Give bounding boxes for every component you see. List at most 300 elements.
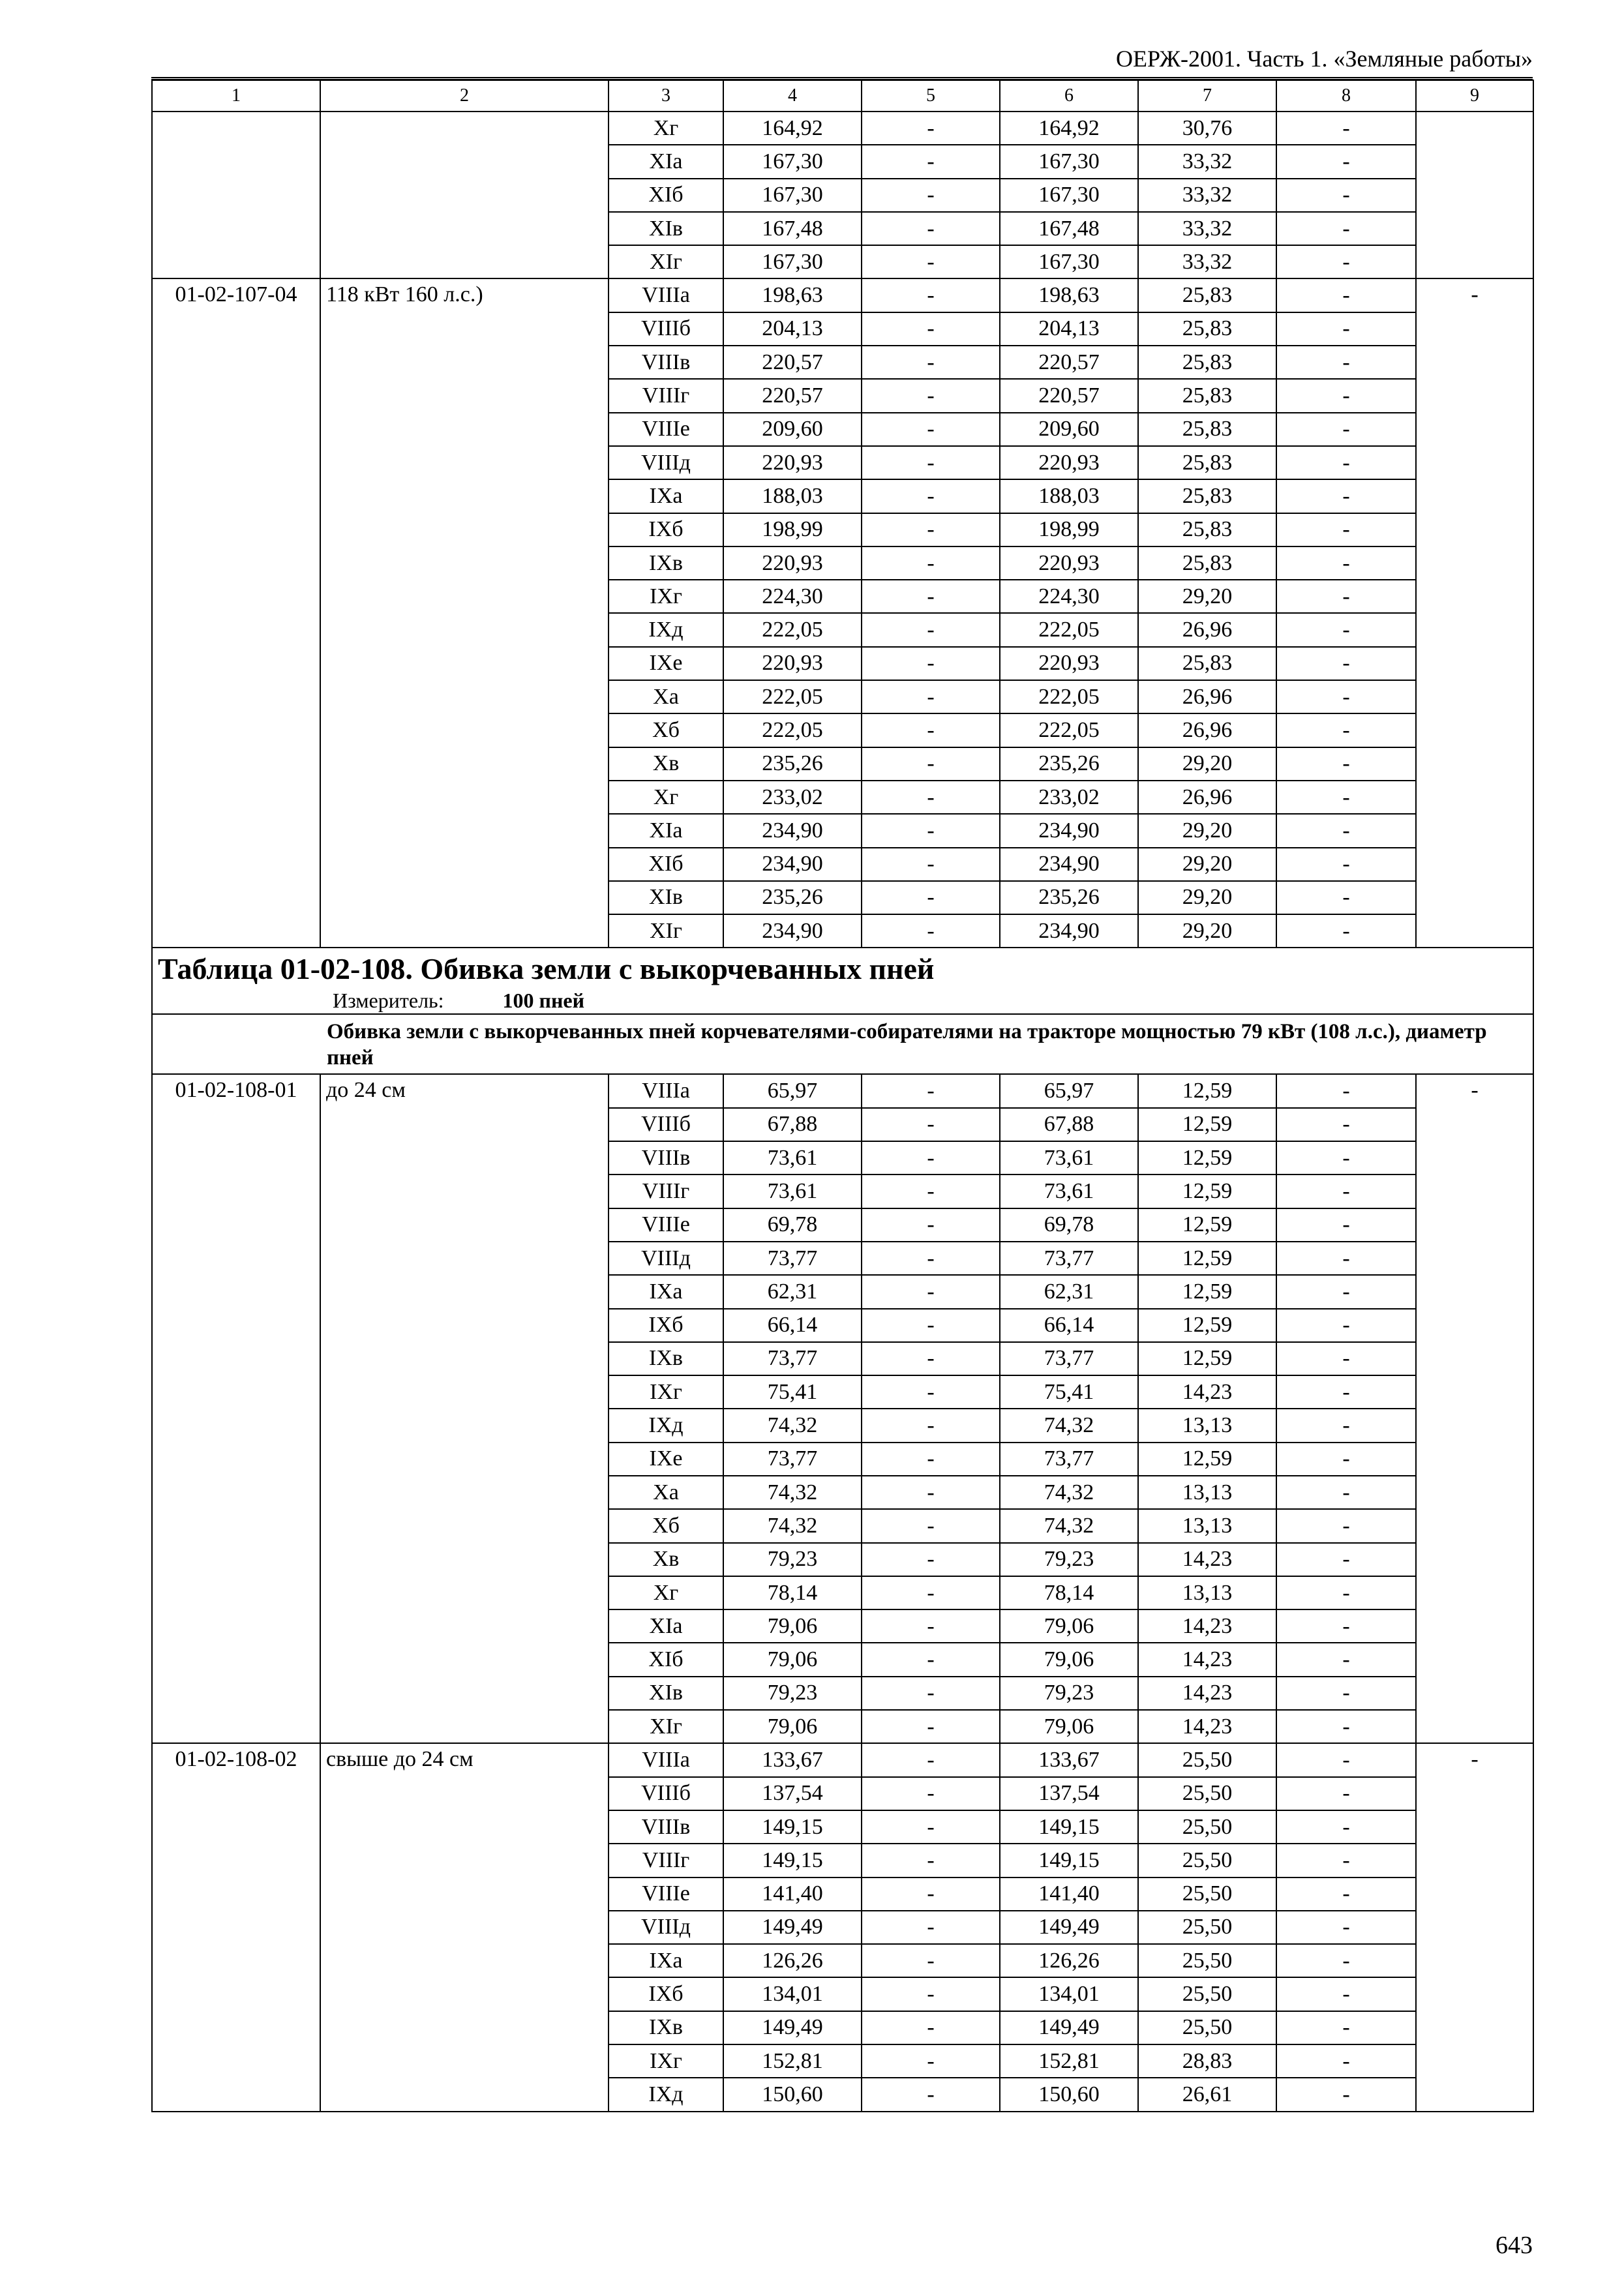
wages-cell: -	[862, 479, 1000, 513]
wages-cell: -	[862, 1911, 1000, 1944]
machinist-wages-cell: 13,13	[1138, 1476, 1276, 1509]
wages-cell: -	[862, 580, 1000, 613]
materials-cell: -	[1276, 1911, 1416, 1944]
machinist-wages-cell: 12,59	[1138, 1309, 1276, 1342]
materials-cell: -	[1276, 1074, 1416, 1107]
rate-code-cell: 01-02-108-02	[152, 1743, 320, 2111]
machine-cost-cell: 69,78	[1000, 1208, 1138, 1242]
work-description-cell: 118 кВт 160 л.с.)	[320, 278, 609, 948]
total-cost-cell: 222,05	[723, 713, 862, 747]
materials-cell: -	[1276, 446, 1416, 479]
materials-cell: -	[1276, 1844, 1416, 1877]
soil-group-cell: VIIIв	[609, 346, 723, 379]
total-cost-cell: 66,14	[723, 1309, 862, 1342]
work-description-cell: свыше до 24 см	[320, 1743, 609, 2111]
total-cost-cell: 152,81	[723, 2044, 862, 2078]
materials-cell: -	[1276, 1543, 1416, 1576]
soil-group-cell: IXг	[609, 1375, 723, 1409]
wages-cell: -	[862, 1074, 1000, 1107]
materials-cell: -	[1276, 814, 1416, 847]
machine-cost-cell: 73,77	[1000, 1443, 1138, 1476]
soil-group-cell: VIIIг	[609, 379, 723, 412]
machine-cost-cell: 235,26	[1000, 881, 1138, 914]
materials-cell: -	[1276, 1777, 1416, 1810]
soil-group-cell: Xв	[609, 747, 723, 781]
wages-cell: -	[862, 245, 1000, 278]
materials-cell: -	[1276, 1443, 1416, 1476]
materials-cell: -	[1276, 212, 1416, 245]
machine-cost-cell: 149,15	[1000, 1844, 1138, 1877]
machinist-wages-cell: 26,96	[1138, 680, 1276, 713]
soil-group-cell: Xг	[609, 112, 723, 145]
machinist-wages-cell: 25,50	[1138, 1944, 1276, 1977]
total-cost-cell: 69,78	[723, 1208, 862, 1242]
total-cost-cell: 62,31	[723, 1275, 862, 1308]
total-cost-cell: 220,93	[723, 446, 862, 479]
soil-group-cell: VIIIд	[609, 446, 723, 479]
machinist-wages-cell: 25,83	[1138, 647, 1276, 680]
machine-cost-cell: 224,30	[1000, 580, 1138, 613]
column-number: 7	[1138, 80, 1276, 112]
machinist-wages-cell: 25,83	[1138, 379, 1276, 412]
column-number: 4	[723, 80, 862, 112]
soil-group-cell: VIIIе	[609, 1878, 723, 1911]
soil-group-cell: VIIIв	[609, 1141, 723, 1174]
total-cost-cell: 150,60	[723, 2078, 862, 2111]
total-cost-cell: 234,90	[723, 814, 862, 847]
total-cost-cell: 149,49	[723, 2011, 862, 2044]
machine-cost-cell: 167,30	[1000, 145, 1138, 178]
soil-group-cell: IXа	[609, 1275, 723, 1308]
table-title-row	[152, 948, 1533, 1014]
materials-cell: -	[1276, 1141, 1416, 1174]
total-cost-cell: 74,32	[723, 1476, 862, 1509]
wages-cell: -	[862, 1743, 1000, 1776]
wages-cell: -	[862, 1208, 1000, 1242]
machine-cost-cell: 149,49	[1000, 1911, 1138, 1944]
machinist-wages-cell: 29,20	[1138, 580, 1276, 613]
machinist-wages-cell: 33,32	[1138, 179, 1276, 212]
materials-cell: -	[1276, 1275, 1416, 1308]
total-cost-cell: 75,41	[723, 1375, 862, 1409]
soil-group-cell: IXб	[609, 1977, 723, 2011]
wages-cell: -	[862, 379, 1000, 412]
machine-cost-cell: 167,48	[1000, 212, 1138, 245]
total-cost-cell: 204,13	[723, 312, 862, 346]
machinist-wages-cell: 25,50	[1138, 2011, 1276, 2044]
total-cost-cell: 73,61	[723, 1141, 862, 1174]
materials-cell: -	[1276, 680, 1416, 713]
meter-value: 100 пней	[502, 989, 585, 1013]
total-cost-cell: 79,23	[723, 1677, 862, 1710]
wages-cell: -	[862, 1375, 1000, 1409]
wages-cell: -	[862, 1174, 1000, 1208]
wages-cell: -	[862, 613, 1000, 646]
wages-cell: -	[862, 278, 1000, 312]
machinist-wages-cell: 14,23	[1138, 1643, 1276, 1676]
machine-cost-cell: 220,57	[1000, 379, 1138, 412]
materials-cell: -	[1276, 1476, 1416, 1509]
machinist-wages-cell: 12,59	[1138, 1141, 1276, 1174]
total-cost-cell: 73,77	[723, 1342, 862, 1375]
soil-group-cell: Xв	[609, 1543, 723, 1576]
soil-group-cell: VIIIд	[609, 1911, 723, 1944]
wages-cell: -	[862, 1141, 1000, 1174]
wages-cell: -	[862, 1275, 1000, 1308]
total-cost-cell: 73,61	[723, 1174, 862, 1208]
materials-cell: -	[1276, 112, 1416, 145]
total-cost-cell: 220,93	[723, 546, 862, 580]
wages-cell: -	[862, 713, 1000, 747]
machine-cost-cell: 78,14	[1000, 1576, 1138, 1609]
total-cost-cell: 188,03	[723, 479, 862, 513]
materials-cell: -	[1276, 1242, 1416, 1275]
materials-cell: -	[1276, 747, 1416, 781]
soil-group-cell: IXд	[609, 613, 723, 646]
materials-cell: -	[1276, 580, 1416, 613]
wages-cell: -	[862, 1677, 1000, 1710]
wages-cell: -	[862, 179, 1000, 212]
wages-cell: -	[862, 446, 1000, 479]
machine-cost-cell: 234,90	[1000, 914, 1138, 948]
column-number: 5	[862, 80, 1000, 112]
machine-cost-cell: 150,60	[1000, 2078, 1138, 2111]
machinist-wages-cell: 12,59	[1138, 1074, 1276, 1107]
wages-cell: -	[862, 1810, 1000, 1844]
materials-cell: -	[1276, 647, 1416, 680]
machinist-wages-cell: 26,96	[1138, 781, 1276, 814]
soil-group-cell: IXа	[609, 479, 723, 513]
wages-cell: -	[862, 1609, 1000, 1643]
column-9-cell: -	[1416, 278, 1533, 948]
total-cost-cell: 141,40	[723, 1878, 862, 1911]
machine-cost-cell: 222,05	[1000, 680, 1138, 713]
total-cost-cell: 209,60	[723, 413, 862, 446]
machinist-wages-cell: 25,83	[1138, 513, 1276, 546]
machine-cost-cell: 222,05	[1000, 613, 1138, 646]
machine-cost-cell: 79,06	[1000, 1710, 1138, 1743]
materials-cell: -	[1276, 1977, 1416, 2011]
machine-cost-cell: 74,32	[1000, 1509, 1138, 1542]
machine-cost-cell: 134,01	[1000, 1977, 1138, 2011]
materials-cell: -	[1276, 1409, 1416, 1442]
materials-cell: -	[1276, 613, 1416, 646]
total-cost-cell: 233,02	[723, 781, 862, 814]
wages-cell: -	[862, 1309, 1000, 1342]
machinist-wages-cell: 14,23	[1138, 1609, 1276, 1643]
work-description-cell: до 24 см	[320, 1074, 609, 1743]
wages-cell: -	[862, 1509, 1000, 1542]
total-cost-cell: 78,14	[723, 1576, 862, 1609]
soil-group-cell: IXб	[609, 1309, 723, 1342]
wages-cell: -	[862, 781, 1000, 814]
wages-cell: -	[862, 814, 1000, 847]
materials-cell: -	[1276, 245, 1416, 278]
column-number: 8	[1276, 80, 1416, 112]
total-cost-cell: 220,93	[723, 647, 862, 680]
materials-cell: -	[1276, 312, 1416, 346]
materials-cell: -	[1276, 713, 1416, 747]
machine-cost-cell: 73,61	[1000, 1174, 1138, 1208]
machine-cost-cell: 73,77	[1000, 1342, 1138, 1375]
soil-group-cell: XIа	[609, 145, 723, 178]
materials-cell: -	[1276, 1944, 1416, 1977]
column-9-cell: -	[1416, 1074, 1533, 1743]
materials-cell: -	[1276, 1509, 1416, 1542]
materials-cell: -	[1276, 848, 1416, 881]
machine-cost-cell: 220,93	[1000, 546, 1138, 580]
machinist-wages-cell: 13,13	[1138, 1509, 1276, 1542]
machine-cost-cell: 133,67	[1000, 1743, 1138, 1776]
materials-cell: -	[1276, 1375, 1416, 1409]
wages-cell: -	[862, 647, 1000, 680]
total-cost-cell: 164,92	[723, 112, 862, 145]
machine-cost-cell: 73,61	[1000, 1141, 1138, 1174]
total-cost-cell: 235,26	[723, 881, 862, 914]
soil-group-cell: IXв	[609, 2011, 723, 2044]
soil-group-cell: IXе	[609, 647, 723, 680]
materials-cell: -	[1276, 346, 1416, 379]
soil-group-cell: VIIIа	[609, 1074, 723, 1107]
materials-cell: -	[1276, 1108, 1416, 1141]
soil-group-cell: IXб	[609, 513, 723, 546]
wages-cell: -	[862, 1108, 1000, 1141]
machine-cost-cell: 167,30	[1000, 245, 1138, 278]
materials-cell: -	[1276, 2011, 1416, 2044]
wages-cell: -	[862, 881, 1000, 914]
wages-cell: -	[862, 312, 1000, 346]
wages-cell: -	[862, 546, 1000, 580]
total-cost-cell: 222,05	[723, 680, 862, 713]
machine-cost-cell: 220,57	[1000, 346, 1138, 379]
total-cost-cell: 74,32	[723, 1509, 862, 1542]
table-row	[152, 1074, 1533, 1107]
machine-cost-cell: 79,23	[1000, 1543, 1138, 1576]
machine-cost-cell: 220,93	[1000, 647, 1138, 680]
meter-label: Измеритель:	[333, 989, 444, 1013]
wages-cell: -	[862, 848, 1000, 881]
subtitle-row	[152, 1014, 1533, 1074]
soil-group-cell: XIг	[609, 245, 723, 278]
soil-group-cell: XIв	[609, 212, 723, 245]
machinist-wages-cell: 12,59	[1138, 1108, 1276, 1141]
materials-cell: -	[1276, 379, 1416, 412]
machine-cost-cell: 137,54	[1000, 1777, 1138, 1810]
table-row	[152, 1743, 1533, 1776]
machinist-wages-cell: 25,50	[1138, 1743, 1276, 1776]
machinist-wages-cell: 13,13	[1138, 1576, 1276, 1609]
total-cost-cell: 167,30	[723, 145, 862, 178]
machinist-wages-cell: 25,50	[1138, 1878, 1276, 1911]
soil-group-cell: IXе	[609, 1443, 723, 1476]
machine-cost-cell: 164,92	[1000, 112, 1138, 145]
machinist-wages-cell: 12,59	[1138, 1174, 1276, 1208]
machine-cost-cell: 204,13	[1000, 312, 1138, 346]
machine-cost-cell: 141,40	[1000, 1878, 1138, 1911]
machinist-wages-cell: 12,59	[1138, 1208, 1276, 1242]
materials-cell: -	[1276, 145, 1416, 178]
machinist-wages-cell: 25,83	[1138, 479, 1276, 513]
materials-cell: -	[1276, 2044, 1416, 2078]
table-row	[152, 278, 1533, 312]
total-cost-cell: 220,57	[723, 346, 862, 379]
materials-cell: -	[1276, 1208, 1416, 1242]
total-cost-cell: 137,54	[723, 1777, 862, 1810]
total-cost-cell: 234,90	[723, 848, 862, 881]
total-cost-cell: 224,30	[723, 580, 862, 613]
machinist-wages-cell: 25,83	[1138, 278, 1276, 312]
machinist-wages-cell: 14,23	[1138, 1543, 1276, 1576]
total-cost-cell: 222,05	[723, 613, 862, 646]
soil-group-cell: VIIIе	[609, 1208, 723, 1242]
machinist-wages-cell: 14,23	[1138, 1375, 1276, 1409]
materials-cell: -	[1276, 1174, 1416, 1208]
soil-group-cell: Xг	[609, 781, 723, 814]
machinist-wages-cell: 14,23	[1138, 1710, 1276, 1743]
materials-cell: -	[1276, 2078, 1416, 2111]
materials-cell: -	[1276, 1643, 1416, 1676]
soil-group-cell: VIIIв	[609, 1810, 723, 1844]
total-cost-cell: 79,06	[723, 1643, 862, 1676]
soil-group-cell: XIа	[609, 814, 723, 847]
wages-cell: -	[862, 1977, 1000, 2011]
machine-cost-cell: 126,26	[1000, 1944, 1138, 1977]
wages-cell: -	[862, 1476, 1000, 1509]
machinist-wages-cell: 29,20	[1138, 848, 1276, 881]
soil-group-cell: VIIIб	[609, 1777, 723, 1810]
total-cost-cell: 167,48	[723, 212, 862, 245]
total-cost-cell: 126,26	[723, 1944, 862, 1977]
machinist-wages-cell: 29,20	[1138, 747, 1276, 781]
machinist-wages-cell: 25,50	[1138, 1844, 1276, 1877]
machine-cost-cell: 222,05	[1000, 713, 1138, 747]
machinist-wages-cell: 25,83	[1138, 346, 1276, 379]
meter-line	[158, 987, 1527, 1013]
table-title: Таблица 01-02-108. Обивка земли с выкорчеванных пней	[158, 952, 935, 986]
total-cost-cell: 235,26	[723, 747, 862, 781]
table-title-cell	[152, 948, 1533, 1014]
machinist-wages-cell: 12,59	[1138, 1342, 1276, 1375]
total-cost-cell: 149,15	[723, 1844, 862, 1877]
wages-cell: -	[862, 2078, 1000, 2111]
total-cost-cell: 149,15	[723, 1810, 862, 1844]
machinist-wages-cell: 13,13	[1138, 1409, 1276, 1442]
materials-cell: -	[1276, 1743, 1416, 1776]
machine-cost-cell: 75,41	[1000, 1375, 1138, 1409]
machine-cost-cell: 73,77	[1000, 1242, 1138, 1275]
machine-cost-cell: 67,88	[1000, 1108, 1138, 1141]
machine-cost-cell: 233,02	[1000, 781, 1138, 814]
machine-cost-cell: 65,97	[1000, 1074, 1138, 1107]
materials-cell: -	[1276, 513, 1416, 546]
soil-group-cell: Xа	[609, 1476, 723, 1509]
table-row	[152, 112, 1533, 145]
total-cost-cell: 79,06	[723, 1609, 862, 1643]
soil-group-cell: VIIIд	[609, 1242, 723, 1275]
machine-cost-cell: 62,31	[1000, 1275, 1138, 1308]
machinist-wages-cell: 29,20	[1138, 881, 1276, 914]
machinist-wages-cell: 25,50	[1138, 1810, 1276, 1844]
machine-cost-cell: 234,90	[1000, 848, 1138, 881]
column-number: 9	[1416, 80, 1533, 112]
machine-cost-cell: 167,30	[1000, 179, 1138, 212]
materials-cell: -	[1276, 914, 1416, 948]
soil-group-cell: XIв	[609, 1677, 723, 1710]
column-number: 6	[1000, 80, 1138, 112]
total-cost-cell: 167,30	[723, 245, 862, 278]
wages-cell: -	[862, 145, 1000, 178]
total-cost-cell: 220,57	[723, 379, 862, 412]
soil-group-cell: XIг	[609, 914, 723, 948]
rates-table-body	[152, 80, 1533, 2112]
total-cost-cell: 149,49	[723, 1911, 862, 1944]
materials-cell: -	[1276, 1309, 1416, 1342]
wages-cell: -	[862, 112, 1000, 145]
machine-cost-cell: 79,06	[1000, 1643, 1138, 1676]
machinist-wages-cell: 26,96	[1138, 713, 1276, 747]
machine-cost-cell: 152,81	[1000, 2044, 1138, 2078]
machine-cost-cell: 149,49	[1000, 2011, 1138, 2044]
total-cost-cell: 198,99	[723, 513, 862, 546]
machine-cost-cell: 234,90	[1000, 814, 1138, 847]
wages-cell: -	[862, 1643, 1000, 1676]
materials-cell: -	[1276, 1677, 1416, 1710]
total-cost-cell: 79,23	[723, 1543, 862, 1576]
machine-cost-cell: 74,32	[1000, 1409, 1138, 1442]
wages-cell: -	[862, 680, 1000, 713]
materials-cell: -	[1276, 781, 1416, 814]
soil-group-cell: VIIIг	[609, 1844, 723, 1877]
machine-cost-cell: 198,63	[1000, 278, 1138, 312]
table-subtitle: Обивка земли с выкорчеванных пней корчевателями-собирателями на тракторе мощностью 79 кВт (108 л.с.), диаметр пней	[320, 1014, 1533, 1074]
machinist-wages-cell: 30,76	[1138, 112, 1276, 145]
soil-group-cell: Xг	[609, 1576, 723, 1609]
wages-cell: -	[862, 914, 1000, 948]
wages-cell: -	[862, 1342, 1000, 1375]
column-number: 2	[320, 80, 609, 112]
total-cost-cell: 134,01	[723, 1977, 862, 2011]
column-9-cell	[1416, 112, 1533, 278]
wages-cell: -	[862, 1242, 1000, 1275]
machinist-wages-cell: 25,50	[1138, 1777, 1276, 1810]
wages-cell: -	[862, 1443, 1000, 1476]
soil-group-cell: IXг	[609, 580, 723, 613]
soil-group-cell: IXа	[609, 1944, 723, 1977]
machinist-wages-cell: 12,59	[1138, 1443, 1276, 1476]
wages-cell: -	[862, 413, 1000, 446]
wages-cell: -	[862, 1844, 1000, 1877]
soil-group-cell: VIIIб	[609, 312, 723, 346]
machine-cost-cell: 235,26	[1000, 747, 1138, 781]
machinist-wages-cell: 25,83	[1138, 413, 1276, 446]
materials-cell: -	[1276, 546, 1416, 580]
total-cost-cell: 73,77	[723, 1443, 862, 1476]
wages-cell: -	[862, 1710, 1000, 1743]
soil-group-cell: VIIIа	[609, 278, 723, 312]
machine-cost-cell: 188,03	[1000, 479, 1138, 513]
wages-cell: -	[862, 1944, 1000, 1977]
machine-cost-cell: 66,14	[1000, 1309, 1138, 1342]
soil-group-cell: XIг	[609, 1710, 723, 1743]
page-number: 643	[1496, 2232, 1533, 2259]
total-cost-cell: 65,97	[723, 1074, 862, 1107]
subtitle-spacer	[152, 1014, 320, 1074]
soil-group-cell: Xа	[609, 680, 723, 713]
total-cost-cell: 67,88	[723, 1108, 862, 1141]
machinist-wages-cell: 28,83	[1138, 2044, 1276, 2078]
materials-cell: -	[1276, 278, 1416, 312]
total-cost-cell: 234,90	[723, 914, 862, 948]
